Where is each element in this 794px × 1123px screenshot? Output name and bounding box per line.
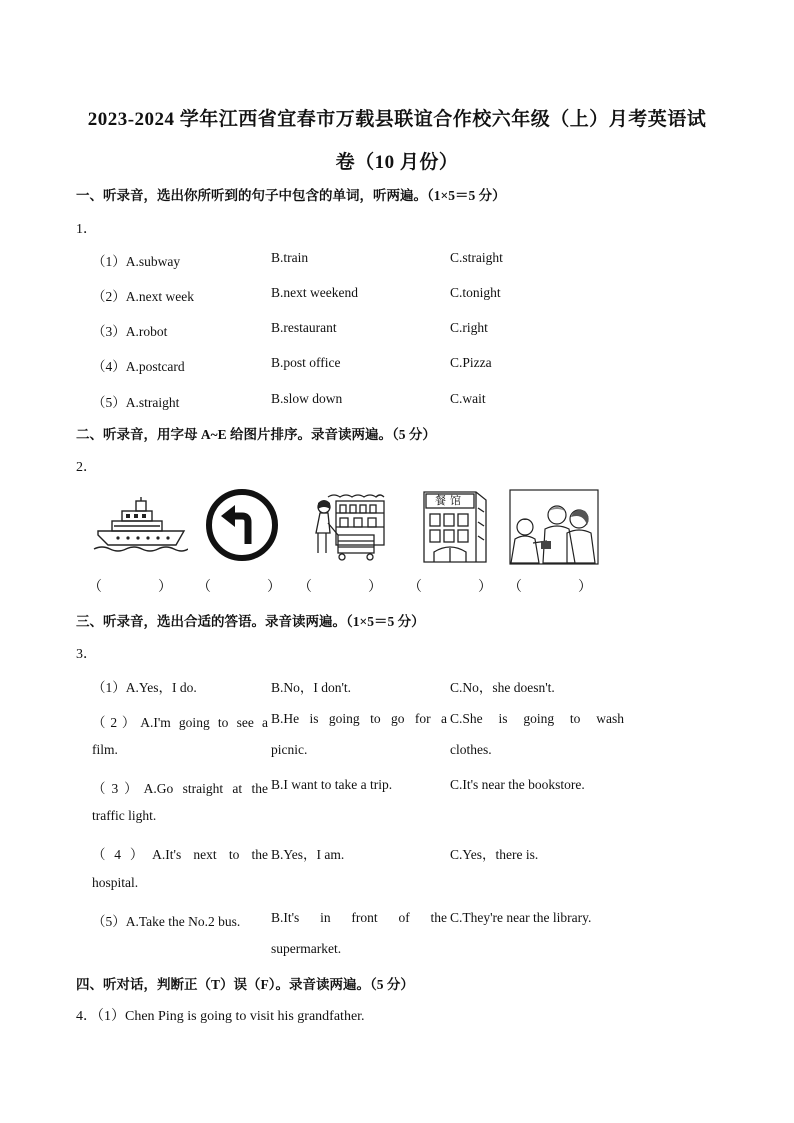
p1-q3-c: C.right — [450, 320, 488, 335]
order-blank-3[interactable]: （ ） — [298, 580, 382, 595]
order-blank-4[interactable]: （ ） — [408, 580, 492, 595]
p3-q4-b: B.Yes，I am. — [271, 847, 345, 862]
order-blank-5[interactable]: （ ） — [508, 580, 592, 595]
p3-q3-a-line1: （3）A.Go straight at the — [92, 781, 268, 796]
p1-q2-a: （2）A.next week — [92, 289, 194, 304]
p3-q5-c: C.They're near the library. — [450, 910, 592, 925]
question-number-2: 2． — [76, 460, 97, 475]
order-blank-2[interactable]: （ ） — [197, 580, 281, 595]
p3-q1-a: （1）A.Yes，I do. — [92, 680, 197, 695]
p3-q3-b: B.I want to take a trip. — [271, 777, 393, 792]
turn-left-sign-icon — [205, 488, 279, 562]
p1-q3-b: B.restaurant — [271, 320, 337, 335]
p3-q1-c: C.No，she doesn't. — [450, 680, 555, 695]
p1-q4-b: B.post office — [271, 355, 341, 370]
p3-q1-b: B.No，I don't. — [271, 680, 352, 695]
p1-q5-c: C.wait — [450, 391, 486, 406]
p3-q5-b-line1: B.It's in front of the — [271, 910, 447, 925]
question-number-3: 3． — [76, 647, 97, 662]
p3-q2-b-line1: B.He is going to go for a — [271, 711, 447, 726]
restaurant-building — [420, 488, 490, 564]
question-number-1: 1． — [76, 222, 97, 237]
p3-q2-c-line1: C.She is going to wash — [450, 711, 624, 726]
part3-heading: 三、听录音，选出合适的答语。录音读两遍。（1×5＝5 分） — [76, 614, 425, 629]
restaurant-sign-text: 餐馆 — [435, 494, 465, 507]
part2-heading: 二、听录音，用字母 A~E 给图片排序。录音读两遍。（5 分） — [76, 427, 436, 442]
p3-q2-a-line1: （2）A.I'm going to see a — [92, 715, 268, 730]
p3-q2-b-line2: picnic. — [271, 742, 308, 757]
p3-q5-b-line2: supermarket. — [271, 941, 342, 956]
p1-q4-c: C.Pizza — [450, 355, 492, 370]
p1-q5-b: B.slow down — [271, 391, 343, 406]
p1-q2-c: C.tonight — [450, 285, 501, 300]
p3-q4-a-line2: hospital. — [92, 875, 139, 890]
p3-q3-c: C.It's near the bookstore. — [450, 777, 585, 792]
supermarket-shopping-icon — [310, 493, 386, 563]
p1-q1-a: （1）A.subway — [92, 254, 181, 269]
p3-q4-a-line1: （4）A.It's next to the — [92, 847, 268, 862]
question-4-item-1: 4．（1）Chen Ping is going to visit his grandfather. — [76, 1009, 365, 1024]
p3-q5-a: （5）A.Take the No.2 bus. — [92, 914, 241, 929]
p1-q5-a: （5）A.straight — [92, 395, 180, 410]
p1-q4-a: （4）A.postcard — [92, 359, 185, 374]
p3-q2-c-line2: clothes. — [450, 742, 492, 757]
ship-icon — [92, 495, 188, 553]
family-meeting-icon — [509, 489, 599, 565]
p1-q1-b: B.train — [271, 250, 309, 265]
part1-heading: 一、听录音，选出你所听到的句子中包含的单词，听两遍。（1×5＝5 分） — [76, 188, 506, 203]
page-title-line2: 卷（10 月份） — [335, 152, 459, 173]
p1-q2-b: B.next weekend — [271, 285, 358, 300]
p3-q3-a-line2: traffic light. — [92, 808, 157, 823]
part4-heading: 四、听对话，判断正（T）误（F）。录音读两遍。（5 分） — [76, 977, 414, 992]
order-blank-1[interactable]: （ ） — [88, 580, 172, 595]
p1-q3-a: （3）A.robot — [92, 324, 168, 339]
page-title-line1: 2023-2024 学年江西省宜春市万载县联谊合作校六年级（上）月考英语试 — [87, 109, 707, 130]
p3-q2-a-line2: film. — [92, 742, 118, 757]
p1-q1-c: C.straight — [450, 250, 503, 265]
p3-q4-c: C.Yes，there is. — [450, 847, 539, 862]
